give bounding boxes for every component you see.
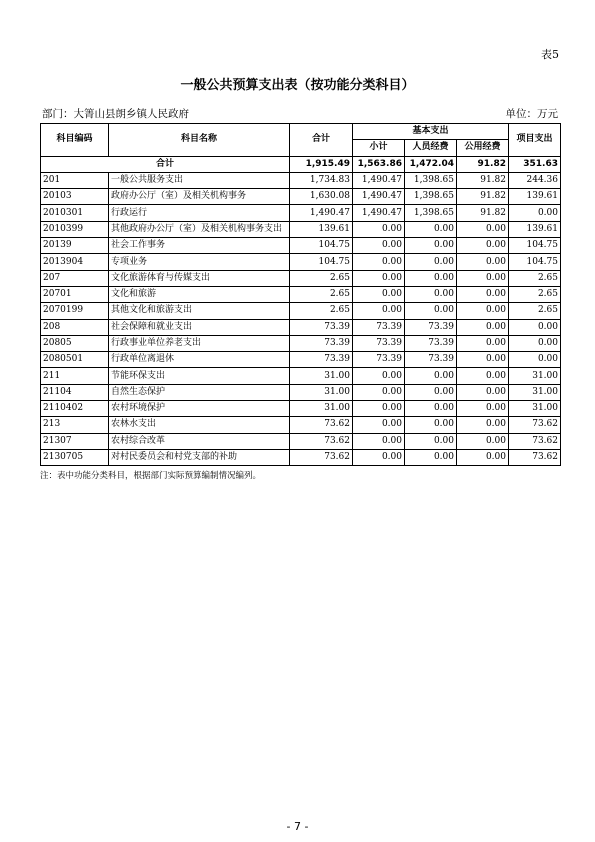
- table-row: [41, 352, 561, 368]
- code-cell: 211: [41, 368, 109, 384]
- table-row: [41, 254, 561, 270]
- public-cell: 0.00: [457, 335, 509, 351]
- table-note: 注：表中功能分类科目，根据部门实际预算编制情况编列。: [40, 471, 262, 481]
- project-cell: 104.75: [509, 254, 561, 270]
- total-cell: 139.61: [290, 221, 353, 237]
- public-cell: 0.00: [457, 449, 509, 465]
- public-cell: 0.00: [457, 303, 509, 319]
- name-cell: 文化和旅游: [109, 286, 290, 302]
- subtotal-cell: 0.00: [353, 417, 405, 433]
- subtotal-cell: 73.39: [353, 335, 405, 351]
- personnel-cell: 1,398.65: [405, 172, 457, 188]
- budget-table: [40, 123, 561, 466]
- subtotal-cell: 0.00: [353, 286, 405, 302]
- name-cell: 行政运行: [109, 205, 290, 221]
- table-row: [41, 238, 561, 254]
- subtotal-cell: 73.39: [353, 352, 405, 368]
- public-cell: 0.00: [457, 368, 509, 384]
- name-cell: 文化旅游体育与传媒支出: [109, 270, 290, 286]
- code-cell: 2010301: [41, 205, 109, 221]
- code-cell: 2080501: [41, 352, 109, 368]
- public-cell: 91.82: [457, 172, 509, 188]
- total-cell: 104.75: [290, 254, 353, 270]
- table-row: [41, 384, 561, 400]
- name-cell: 农村环境保护: [109, 401, 290, 417]
- code-cell: 2130705: [41, 449, 109, 465]
- total-cell: 73.39: [290, 352, 353, 368]
- project-cell: 0.00: [509, 352, 561, 368]
- total-cell: 73.62: [290, 417, 353, 433]
- code-cell: 20139: [41, 238, 109, 254]
- page-number: - 7 -: [286, 820, 309, 833]
- personnel-cell: 1,398.65: [405, 189, 457, 205]
- subtotal-cell: 0.00: [353, 401, 405, 417]
- subtotal-cell: 0.00: [353, 221, 405, 237]
- personnel-cell: 0.00: [405, 449, 457, 465]
- personnel-cell: 0.00: [405, 384, 457, 400]
- code-cell: 20103: [41, 189, 109, 205]
- subtotal-cell: 0.00: [353, 433, 405, 449]
- project-cell: 31.00: [509, 401, 561, 417]
- table-row: [41, 221, 561, 237]
- name-cell: 专项业务: [109, 254, 290, 270]
- subtotal-cell: 1,490.47: [353, 205, 405, 221]
- name-cell: 农村综合改革: [109, 433, 290, 449]
- public-cell: 91.82: [457, 189, 509, 205]
- personnel-cell: 0.00: [405, 238, 457, 254]
- header-project: 项目支出: [509, 124, 561, 157]
- subtotal-cell: 0.00: [353, 449, 405, 465]
- total-subtotal-cell: 1,563.86: [353, 156, 405, 172]
- project-cell: 0.00: [509, 319, 561, 335]
- table-row: [41, 319, 561, 335]
- code-cell: 20805: [41, 335, 109, 351]
- public-cell: 0.00: [457, 270, 509, 286]
- project-cell: 31.00: [509, 384, 561, 400]
- name-cell: 社会保障和就业支出: [109, 319, 290, 335]
- total-cell: 1,490.47: [290, 205, 353, 221]
- unit-label: 单位：万元: [505, 108, 558, 120]
- code-cell: 20701: [41, 286, 109, 302]
- header-public: 公用经费: [457, 140, 509, 156]
- subtotal-cell: 0.00: [353, 384, 405, 400]
- subtotal-cell: 0.00: [353, 303, 405, 319]
- header-total: 合计: [290, 124, 353, 157]
- personnel-cell: 0.00: [405, 254, 457, 270]
- public-cell: 0.00: [457, 254, 509, 270]
- personnel-cell: 73.39: [405, 352, 457, 368]
- table-row: [41, 172, 561, 188]
- header-subtotal: 小计: [353, 140, 405, 156]
- subtotal-cell: 1,490.47: [353, 189, 405, 205]
- name-cell: 政府办公厅（室）及相关机构事务: [109, 189, 290, 205]
- public-cell: 91.82: [457, 205, 509, 221]
- name-cell: 行政事业单位养老支出: [109, 335, 290, 351]
- subtotal-cell: 0.00: [353, 254, 405, 270]
- subtotal-cell: 0.00: [353, 238, 405, 254]
- name-cell: 行政单位离退休: [109, 352, 290, 368]
- project-cell: 73.62: [509, 433, 561, 449]
- total-public-cell: 91.82: [457, 156, 509, 172]
- total-cell: 73.39: [290, 335, 353, 351]
- table-row: [41, 270, 561, 286]
- public-cell: 0.00: [457, 352, 509, 368]
- header-code: 科目编码: [41, 124, 109, 157]
- department-label: 部门：大箐山县朗乡镇人民政府: [42, 108, 189, 120]
- page-title: 一般公共预算支出表（按功能分类科目）: [180, 78, 415, 93]
- project-cell: 2.65: [509, 303, 561, 319]
- total-personnel-cell: 1,472.04: [405, 156, 457, 172]
- public-cell: 0.00: [457, 401, 509, 417]
- total-label: 合计: [41, 156, 290, 172]
- table-row: [41, 335, 561, 351]
- public-cell: 0.00: [457, 286, 509, 302]
- personnel-cell: 0.00: [405, 417, 457, 433]
- project-cell: 244.36: [509, 172, 561, 188]
- name-cell: 社会工作事务: [109, 238, 290, 254]
- public-cell: 0.00: [457, 384, 509, 400]
- personnel-cell: 0.00: [405, 270, 457, 286]
- name-cell: 一般公共服务支出: [109, 172, 290, 188]
- code-cell: 213: [41, 417, 109, 433]
- code-cell: 2010399: [41, 221, 109, 237]
- header-personnel: 人员经费: [405, 140, 457, 156]
- code-cell: 201: [41, 172, 109, 188]
- total-cell: 1,915.49: [290, 156, 353, 172]
- code-cell: 21104: [41, 384, 109, 400]
- public-cell: 0.00: [457, 221, 509, 237]
- total-cell: 1,630.08: [290, 189, 353, 205]
- personnel-cell: 73.39: [405, 319, 457, 335]
- personnel-cell: 0.00: [405, 401, 457, 417]
- name-cell: 其他文化和旅游支出: [109, 303, 290, 319]
- code-cell: 21307: [41, 433, 109, 449]
- project-cell: 2.65: [509, 286, 561, 302]
- project-cell: 73.62: [509, 449, 561, 465]
- name-cell: 其他政府办公厅（室）及相关机构事务支出: [109, 221, 290, 237]
- subtotal-cell: 1,490.47: [353, 172, 405, 188]
- name-cell: 农林水支出: [109, 417, 290, 433]
- total-cell: 73.39: [290, 319, 353, 335]
- total-cell: 73.62: [290, 433, 353, 449]
- public-cell: 0.00: [457, 238, 509, 254]
- subtotal-cell: 73.39: [353, 319, 405, 335]
- personnel-cell: 0.00: [405, 433, 457, 449]
- table-row: [41, 401, 561, 417]
- total-cell: 2.65: [290, 303, 353, 319]
- table-meta: [40, 106, 560, 120]
- name-cell: 对村民委员会和村党支部的补助: [109, 449, 290, 465]
- table-row: [41, 433, 561, 449]
- project-cell: 0.00: [509, 335, 561, 351]
- total-project-cell: 351.63: [509, 156, 561, 172]
- table-row: [41, 205, 561, 221]
- code-cell: 2110402: [41, 401, 109, 417]
- code-cell: 2013904: [41, 254, 109, 270]
- project-cell: 0.00: [509, 205, 561, 221]
- table-row: [41, 189, 561, 205]
- header-basic: 基本支出: [353, 124, 509, 140]
- total-cell: 104.75: [290, 238, 353, 254]
- public-cell: 0.00: [457, 319, 509, 335]
- personnel-cell: 73.39: [405, 335, 457, 351]
- total-row: [41, 156, 561, 172]
- project-cell: 73.62: [509, 417, 561, 433]
- table-row: [41, 368, 561, 384]
- total-cell: 2.65: [290, 270, 353, 286]
- project-cell: 139.61: [509, 221, 561, 237]
- personnel-cell: 0.00: [405, 303, 457, 319]
- code-cell: 208: [41, 319, 109, 335]
- header-name: 科目名称: [109, 124, 290, 157]
- project-cell: 139.61: [509, 189, 561, 205]
- project-cell: 2.65: [509, 270, 561, 286]
- personnel-cell: 0.00: [405, 368, 457, 384]
- total-cell: 31.00: [290, 401, 353, 417]
- public-cell: 0.00: [457, 433, 509, 449]
- total-cell: 31.00: [290, 384, 353, 400]
- code-cell: 2070199: [41, 303, 109, 319]
- subtotal-cell: 0.00: [353, 368, 405, 384]
- total-cell: 1,734.83: [290, 172, 353, 188]
- total-cell: 73.62: [290, 449, 353, 465]
- personnel-cell: 0.00: [405, 221, 457, 237]
- table-row: [41, 449, 561, 465]
- subtotal-cell: 0.00: [353, 270, 405, 286]
- table-row: [41, 286, 561, 302]
- total-cell: 31.00: [290, 368, 353, 384]
- total-cell: 2.65: [290, 286, 353, 302]
- name-cell: 自然生态保护: [109, 384, 290, 400]
- public-cell: 0.00: [457, 417, 509, 433]
- table-row: [41, 417, 561, 433]
- personnel-cell: 1,398.65: [405, 205, 457, 221]
- table-number: 表5: [541, 48, 559, 61]
- project-cell: 104.75: [509, 238, 561, 254]
- personnel-cell: 0.00: [405, 286, 457, 302]
- name-cell: 节能环保支出: [109, 368, 290, 384]
- table-row: [41, 303, 561, 319]
- code-cell: 207: [41, 270, 109, 286]
- project-cell: 31.00: [509, 368, 561, 384]
